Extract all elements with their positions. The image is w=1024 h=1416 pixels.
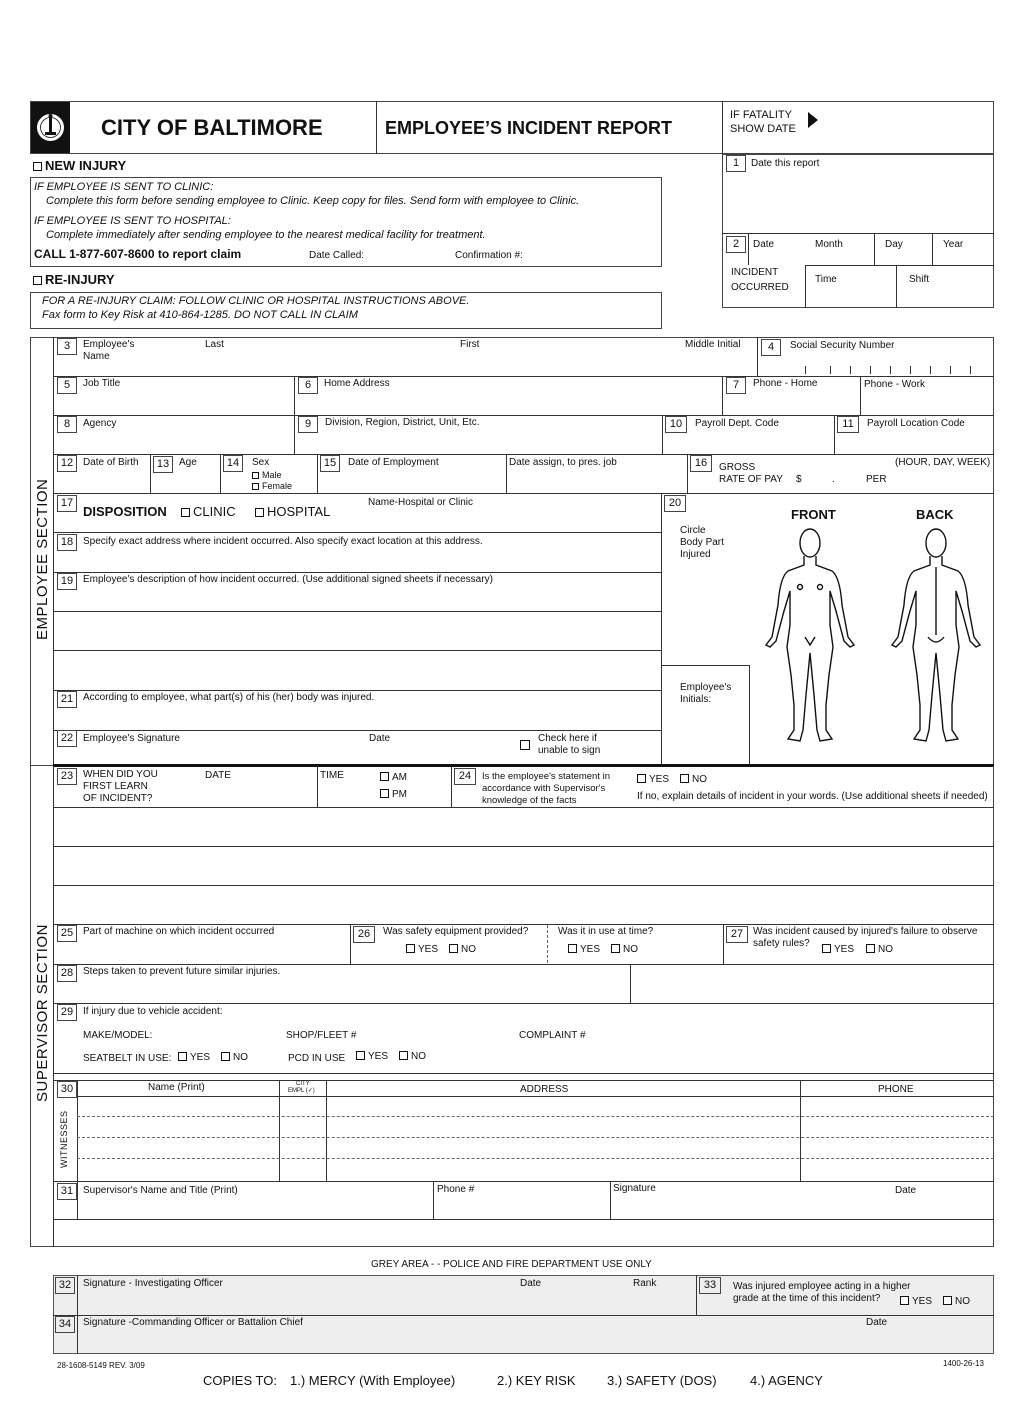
first-name-label: First (460, 339, 480, 350)
accordance-yes-checkbox[interactable] (637, 774, 646, 783)
form-number: 28-1608-5149 REV. 3/09 (57, 1361, 145, 1370)
hospital-label: HOSPITAL (267, 504, 331, 519)
in-use-no-checkbox[interactable] (611, 944, 620, 953)
body-part-injured-label: According to employee, what part(s) of his (her) body was injured. (83, 692, 375, 703)
incident-label: INCIDENT (731, 267, 779, 278)
male-label: Male (262, 470, 282, 480)
commanding-officer-field[interactable] (80, 1331, 780, 1351)
phone-work-field[interactable] (862, 392, 992, 414)
fatality-label: IF FATALITY (730, 109, 792, 121)
safety-provided-yes-option[interactable] (406, 944, 438, 956)
higher-grade-no-checkbox[interactable] (943, 1296, 952, 1305)
field-number: 22 (57, 730, 77, 747)
seatbelt-label: SEATBELT IN USE: (83, 1053, 172, 1064)
am-option[interactable] (380, 772, 407, 784)
field-number: 5 (57, 377, 77, 394)
yes-label: YES (418, 944, 439, 955)
safety-rules-label-2: safety rules? (753, 938, 810, 949)
rank-label: Rank (633, 1278, 657, 1289)
yes-label: YES (834, 944, 855, 955)
yes-label: YES (580, 944, 601, 955)
safety-rules-no-checkbox[interactable] (866, 944, 875, 953)
show-date-label: SHOW DATE (730, 123, 796, 135)
supervisor-section-label: SUPERVISOR SECTION (34, 924, 51, 1102)
supervisor-phone-label: Phone # (437, 1184, 475, 1195)
field-number: 11 (837, 416, 859, 433)
safety-provided-yes-checkbox[interactable] (406, 944, 415, 953)
commanding-officer-label: Signature -Commanding Officer or Battalion Chief (83, 1317, 303, 1328)
field-number: 14 (223, 455, 243, 472)
when-learn-label-1: WHEN DID YOU (83, 769, 158, 780)
sex-label: Sex (252, 457, 270, 468)
grey-area-title: GREY AREA - - POLICE AND FIRE DEPARTMENT USE ONLY (371, 1259, 652, 1270)
shop-fleet-label: SHOP/FLEET # (286, 1030, 357, 1041)
employee-signature-field[interactable] (80, 747, 360, 764)
incident-address-field[interactable] (80, 550, 658, 570)
dob-label: Date of Birth (83, 457, 139, 468)
dob-field[interactable] (80, 471, 148, 492)
field-number: 13 (153, 456, 173, 473)
safety-rules-yes-checkbox[interactable] (822, 944, 831, 953)
field-number: 16 (690, 455, 712, 472)
field-number: 24 (454, 768, 476, 785)
pay-unit-label: (HOUR, DAY, WEEK) (895, 457, 991, 468)
rank-field[interactable] (625, 1292, 693, 1312)
no-label: NO (878, 944, 893, 955)
clinic-option[interactable] (181, 504, 236, 519)
supervisor-explanation-field[interactable] (56, 809, 992, 921)
city-title: CITY OF BALTIMORE (101, 115, 323, 140)
agency-field[interactable] (80, 432, 292, 453)
seatbelt-yes-option[interactable] (178, 1052, 210, 1064)
occurred-label: OCCURRED (731, 282, 789, 293)
rate-of-pay-label: RATE OF PAY (719, 474, 783, 485)
seatbelt-yes-checkbox[interactable] (178, 1052, 187, 1061)
employee-name-label-2: Name (83, 351, 110, 362)
no-label: NO (461, 944, 476, 955)
when-learn-label-2: FIRST LEARN (83, 781, 148, 792)
learn-time-label: TIME (320, 770, 344, 781)
year-label: Year (943, 239, 964, 250)
employee-name-field[interactable] (80, 353, 755, 375)
circle-label-2: Body Part (680, 537, 724, 548)
commanding-date-label: Date (866, 1317, 888, 1328)
body-back-diagram[interactable] (886, 525, 986, 750)
female-label: Female (262, 481, 293, 491)
safety-provided-no-checkbox[interactable] (449, 944, 458, 953)
division-label: Division, Region, District, Unit, Etc. (325, 417, 480, 428)
field-number: 20 (664, 495, 686, 512)
field-number: 31 (57, 1183, 77, 1200)
home-address-field[interactable] (320, 392, 718, 414)
field-number: 15 (320, 455, 340, 472)
higher-grade-label-2: grade at the time of this incident? (733, 1293, 881, 1304)
field-number: 26 (353, 926, 375, 943)
payroll-location-field[interactable] (862, 432, 992, 453)
safety-provided-no-option[interactable] (449, 944, 476, 956)
body-part-injured-field[interactable] (80, 706, 658, 728)
witnesses-label: WITNESSES (59, 1110, 69, 1168)
per-label: PER (866, 474, 887, 485)
date-employment-label: Date of Employment (348, 457, 439, 468)
form-code: 1400-26-13 (943, 1359, 984, 1368)
back-label: BACK (916, 507, 954, 522)
yes-label: YES (368, 1051, 389, 1062)
witness-row[interactable] (80, 1160, 990, 1178)
field-number: 8 (57, 416, 77, 433)
field-number: 34 (55, 1316, 75, 1333)
age-label: Age (179, 457, 197, 468)
pcd-label: PCD IN USE (288, 1053, 346, 1064)
agency-label: Agency (83, 418, 117, 429)
date-this-report-field[interactable] (748, 172, 990, 232)
clinic-checkbox[interactable] (181, 508, 190, 517)
no-label: NO (233, 1052, 248, 1063)
payroll-dept-field[interactable] (690, 432, 830, 453)
machine-part-label: Part of machine on which incident occurred (83, 926, 275, 937)
hospital-heading: IF EMPLOYEE IS SENT TO HOSPITAL: (34, 215, 231, 227)
field-number: 10 (665, 416, 687, 433)
prevention-steps-label: Steps taken to prevent future similar injuries. (83, 966, 281, 977)
body-front-diagram[interactable] (760, 525, 860, 750)
day-label: Day (885, 239, 903, 250)
date-called-label: Date Called: (309, 250, 365, 261)
division-field[interactable] (320, 432, 658, 453)
in-use-yes-option[interactable] (568, 944, 600, 956)
check-here-label: Check here if (538, 733, 597, 744)
witness-row[interactable] (80, 1118, 990, 1135)
make-model-label: MAKE/MODEL: (83, 1030, 153, 1041)
home-address-label: Home Address (324, 378, 390, 389)
higher-grade-label-1: Was injured employee acting in a higher (733, 1281, 911, 1292)
circle-label-1: Circle (680, 525, 706, 536)
dollar-sign: $ (796, 474, 802, 485)
time-label: Time (815, 274, 837, 285)
arrow-right-icon (808, 112, 818, 128)
employee-initials-label: Employee's (680, 682, 732, 693)
copy-agency: 4.) AGENCY (750, 1373, 823, 1388)
hospital-name-label: Name-Hospital or Clinic (368, 497, 474, 508)
witness-row[interactable] (80, 1139, 990, 1156)
re-injury-option[interactable] (33, 272, 115, 287)
city-empl-label-2: EMPL (✓) (288, 1088, 315, 1094)
field-number: 29 (57, 1004, 77, 1021)
field-number: 7 (726, 377, 746, 394)
field-number: 1 (726, 155, 746, 172)
yes-label: YES (190, 1052, 211, 1063)
month-label: Month (815, 239, 843, 250)
phone-home-label: Phone - Home (753, 378, 818, 389)
yes-label: YES (649, 774, 670, 785)
vehicle-accident-label: If injury due to vehicle accident: (83, 1006, 223, 1017)
field-number: 33 (699, 1277, 721, 1294)
hospital-name-field[interactable] (350, 511, 658, 531)
ssn-field[interactable] (785, 354, 990, 376)
in-use-label: Was it in use at time? (558, 926, 654, 937)
pcd-no-option[interactable] (399, 1051, 426, 1063)
signature-date-label: Date (369, 733, 391, 744)
witness-row[interactable] (80, 1098, 990, 1115)
job-title-label: Job Title (83, 378, 121, 389)
field-number: 19 (57, 573, 77, 590)
date-employment-field[interactable] (345, 471, 503, 492)
pm-option[interactable] (380, 789, 407, 801)
prevention-steps-field[interactable] (80, 980, 990, 1000)
field-number: 6 (298, 377, 318, 394)
fatality-date-field[interactable] (830, 104, 990, 150)
city-seal-logo (31, 102, 70, 153)
safety-rules-yes-option[interactable] (822, 944, 854, 956)
clinic-label: CLINIC (193, 504, 236, 519)
supervisor-phone-field[interactable] (436, 1199, 606, 1217)
copies-to-label: COPIES TO: (203, 1373, 277, 1388)
field-number: 4 (761, 339, 781, 356)
seatbelt-no-option[interactable] (221, 1052, 248, 1064)
ssn-label: Social Security Number (790, 340, 895, 351)
pcd-yes-checkbox[interactable] (356, 1051, 365, 1060)
phone-work-label: Phone - Work (864, 379, 925, 390)
am-label: AM (392, 772, 407, 783)
age-field[interactable] (176, 471, 218, 492)
supervisor-name-field[interactable] (80, 1199, 430, 1217)
decimal-point: . (832, 474, 835, 485)
pm-label: PM (392, 789, 407, 800)
shift-label: Shift (909, 274, 930, 285)
last-name-label: Last (205, 339, 224, 350)
female-option[interactable] (252, 480, 292, 492)
seatbelt-no-checkbox[interactable] (221, 1052, 230, 1061)
no-label: NO (692, 774, 707, 785)
higher-grade-yes-option[interactable] (900, 1296, 932, 1308)
incident-description-label: Employee's description of how incident occurred. (Use additional signed sheets if necessary) (83, 574, 493, 585)
disposition-label: DISPOSITION (83, 504, 167, 519)
call-claim-line: CALL 1-877-607-8600 to report claim (34, 247, 242, 261)
new-injury-label: NEW INJURY (45, 158, 127, 173)
gross-label: GROSS (719, 462, 756, 473)
field-number: 28 (57, 965, 77, 982)
re-injury-label: RE-INJURY (45, 272, 115, 287)
incident-description-field[interactable] (56, 590, 658, 688)
accordance-no-checkbox[interactable] (680, 774, 689, 783)
commanding-date-field[interactable] (800, 1331, 990, 1351)
rate-of-pay-field[interactable] (805, 470, 860, 490)
learn-date-field[interactable] (160, 784, 314, 804)
investigating-officer-field[interactable] (80, 1292, 480, 1312)
incident-address-label: Specify exact address where incident occurred. Also specify exact location at this address. (83, 536, 483, 547)
accordance-no-option[interactable] (680, 774, 707, 786)
machine-part-field[interactable] (80, 940, 348, 962)
yes-label: YES (912, 1296, 933, 1307)
hospital-option[interactable] (255, 504, 330, 519)
male-checkbox[interactable] (252, 472, 259, 479)
female-checkbox[interactable] (252, 483, 259, 490)
field-number: 23 (57, 768, 77, 785)
front-label: FRONT (791, 507, 836, 522)
copy-key-risk: 2.) KEY RISK (497, 1373, 576, 1388)
payroll-location-label: Payroll Location Code (867, 418, 965, 429)
statement-accordance-label-1: Is the employee's statement in (482, 771, 611, 782)
new-injury-checkbox[interactable] (33, 162, 42, 171)
higher-grade-no-option[interactable] (943, 1296, 970, 1308)
when-learn-label-3: OF INCIDENT? (83, 793, 153, 804)
clinic-heading: IF EMPLOYEE IS SENT TO CLINIC: (34, 181, 214, 193)
copy-mercy: 1.) MERCY (With Employee) (290, 1373, 456, 1388)
unable-to-sign-checkbox[interactable] (520, 740, 530, 750)
employee-signature-label: Employee's Signature (83, 733, 180, 744)
no-label: NO (411, 1051, 426, 1062)
field-number: 9 (298, 416, 318, 433)
hospital-text: Complete immediately after sending employee to the nearest medical facility for treatment. (46, 229, 486, 241)
in-use-yes-checkbox[interactable] (568, 944, 577, 953)
safety-equipment-label: Was safety equipment provided? (383, 926, 529, 937)
payroll-dept-label: Payroll Dept. Code (695, 418, 779, 429)
supervisor-name-label: Supervisor's Name and Title (Print) (83, 1185, 238, 1196)
employee-initials-label-2: Initials: (680, 694, 712, 705)
date-label: Date (753, 239, 775, 250)
learn-time-field[interactable] (320, 784, 375, 804)
witness-address-label: ADDRESS (520, 1084, 569, 1095)
copy-safety: 3.) SAFETY (DOS) (607, 1373, 717, 1388)
date-assign-field[interactable] (509, 471, 684, 492)
pm-checkbox[interactable] (380, 789, 389, 798)
higher-grade-yes-checkbox[interactable] (900, 1296, 909, 1305)
field-number: 2 (726, 236, 746, 253)
field-number: 12 (57, 455, 77, 472)
no-label: NO (955, 1296, 970, 1307)
supervisor-date-label: Date (895, 1185, 917, 1196)
officer-date-label: Date (520, 1278, 542, 1289)
hospital-checkbox[interactable] (255, 508, 264, 517)
date-assign-label: Date assign, to pres. job (509, 457, 617, 468)
field-number: 21 (57, 691, 77, 708)
date-this-report-label: Date this report (751, 158, 820, 169)
re-injury-fax: Fax form to Key Risk at 410-864-1285. DO NOT CALL IN CLAIM (42, 309, 358, 321)
circle-label-3: Injured (680, 549, 711, 560)
employee-initials-field[interactable] (664, 708, 746, 763)
pcd-no-checkbox[interactable] (399, 1051, 408, 1060)
investigating-officer-label: Signature - Investigating Officer (83, 1278, 223, 1289)
witness-name-label: Name (Print) (148, 1082, 205, 1093)
employee-name-label: Employee's (83, 339, 135, 350)
make-model-field[interactable] (158, 1026, 278, 1044)
witness-phone-label: PHONE (878, 1084, 914, 1095)
confirmation-label: Confirmation #: (455, 250, 523, 261)
re-injury-instructions: FOR A RE-INJURY CLAIM: FOLLOW CLINIC OR HOSPITAL INSTRUCTIONS ABOVE. (42, 295, 470, 307)
supervisor-signature-field[interactable] (613, 1199, 878, 1217)
report-title: EMPLOYEE’S INCIDENT REPORT (385, 118, 673, 138)
city-empl-label: CITY (296, 1081, 310, 1087)
phone-home-field[interactable] (750, 392, 858, 414)
unable-to-sign-label: unable to sign (538, 745, 601, 756)
safety-rules-label-1: Was incident caused by injured's failure to observe (753, 926, 978, 937)
complaint-label: COMPLAINT # (519, 1030, 586, 1041)
employee-section-label: EMPLOYEE SECTION (34, 478, 51, 640)
field-number: 17 (57, 495, 77, 512)
field-number: 3 (57, 338, 77, 355)
statement-accordance-label-3: knowledge of the facts (482, 795, 577, 806)
supervisor-signature-label: Signature (613, 1183, 656, 1194)
in-use-no-option[interactable] (611, 944, 638, 956)
safety-rules-no-option[interactable] (866, 944, 893, 956)
am-checkbox[interactable] (380, 772, 389, 781)
complaint-field[interactable] (592, 1026, 792, 1044)
officer-date-field[interactable] (490, 1292, 620, 1312)
field-number: 32 (55, 1277, 75, 1294)
explain-details-label: If no, explain details of incident in your words. (Use additional sheets if needed) (637, 791, 988, 802)
learn-date-label: DATE (205, 770, 231, 781)
supervisor-date-field[interactable] (880, 1199, 990, 1217)
field-number: 25 (57, 925, 77, 942)
no-label: NO (623, 944, 638, 955)
statement-accordance-label-2: accordance with Supervisor's (482, 783, 606, 794)
field-number: 18 (57, 534, 77, 551)
field-number: 27 (726, 926, 748, 943)
clinic-text: Complete this form before sending employee to Clinic. Keep copy for files. Send form with employee to Clinic. (46, 195, 580, 207)
re-injury-checkbox[interactable] (33, 276, 42, 285)
signature-date-field[interactable] (365, 747, 510, 764)
accordance-yes-option[interactable] (637, 774, 669, 786)
job-title-field[interactable] (80, 392, 292, 414)
pcd-yes-option[interactable] (356, 1051, 388, 1063)
new-injury-option[interactable] (33, 158, 126, 173)
middle-initial-label: Middle Initial (685, 339, 741, 350)
shop-fleet-field[interactable] (362, 1026, 512, 1044)
field-number: 30 (57, 1081, 77, 1098)
